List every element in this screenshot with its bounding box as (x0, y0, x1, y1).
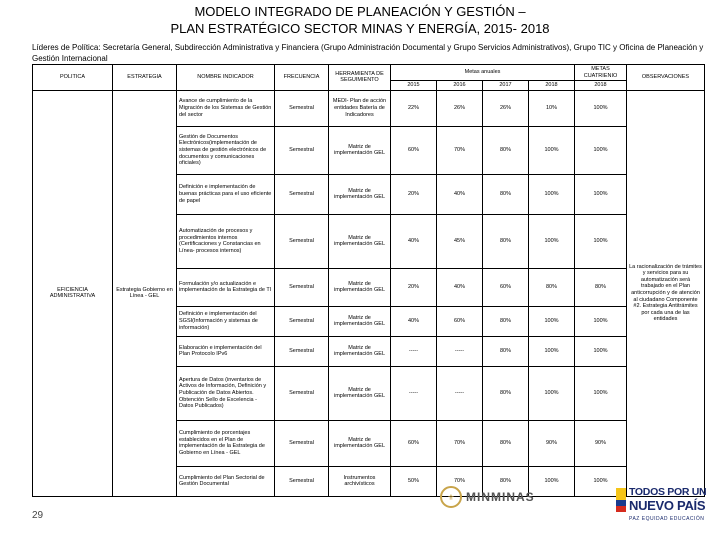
meta-cell: 20% (391, 268, 437, 306)
indicador-cell: Definición e implementación del SGSI(Información y sistemas de información) (177, 306, 275, 336)
header-year: 2016 (437, 81, 483, 91)
herramienta-cell: Matriz de implementación GEL (329, 214, 391, 268)
meta-cell: ----- (437, 336, 483, 366)
indicador-cell: Cumplimiento del Plan Sectorial de Gestión Documental (177, 466, 275, 496)
indicador-cell: Apertura de Datos (inventarios de Activos de Información, Definición y Publicación de Datos Abiertos. Obtención Sello de Excelencia - Datos Publicados) (177, 366, 275, 420)
indicador-cell: Automatización de procesos y procedimientos internos (Certificaciones y Constancias en Línea- procesos internos) (177, 214, 275, 268)
meta-cell: 70% (437, 126, 483, 174)
meta-cell: 90% (529, 420, 575, 466)
header-year: 2018 (529, 81, 575, 91)
meta-cell: 80% (483, 174, 529, 214)
herramienta-cell: Instrumentos archivísticos (329, 466, 391, 496)
meta-cell: 40% (437, 174, 483, 214)
frecuencia-cell: Semestral (275, 126, 329, 174)
herramienta-cell: Matriz de implementación GEL (329, 366, 391, 420)
meta-cell: 60% (391, 420, 437, 466)
meta-cell: 80% (483, 466, 529, 496)
header-year: 2015 (391, 81, 437, 91)
title-line-2: PLAN ESTRATÉGICO SECTOR MINAS Y ENERGÍA, 2015- 2018 (170, 21, 550, 36)
meta-cell: 26% (437, 90, 483, 126)
header-cuatrienio-year: 2018 (575, 81, 627, 91)
estrategia-cell: Estrategia Gobierno en Línea - GEL (113, 90, 177, 496)
frecuencia-cell: Semestral (275, 466, 329, 496)
header-observaciones: OBSERVACIONES (627, 65, 705, 91)
herramienta-cell: Matriz de implementación GEL (329, 174, 391, 214)
meta-cell: 60% (391, 126, 437, 174)
header-year: 2017 (483, 81, 529, 91)
cuatrienio-cell: 100% (575, 466, 627, 496)
meta-cell: 10% (529, 90, 575, 126)
header-estrategia: ESTRATEGIA (113, 65, 177, 91)
frecuencia-cell: Semestral (275, 366, 329, 420)
cuatrienio-cell: 100% (575, 214, 627, 268)
meta-cell: 80% (483, 366, 529, 420)
logo-line-2: NUEVO PAÍS (629, 498, 706, 513)
title-line-1: MODELO INTEGRADO DE PLANEACIÓN Y GESTIÓN – (194, 4, 526, 19)
header-metas-anuales: Metas anuales (391, 65, 575, 81)
meta-cell: 100% (529, 306, 575, 336)
meta-cell: 100% (529, 174, 575, 214)
meta-cell: ----- (391, 336, 437, 366)
minminas-logo (440, 486, 535, 508)
meta-cell: 70% (437, 420, 483, 466)
cuatrienio-cell: 100% (575, 174, 627, 214)
meta-cell: ----- (437, 366, 483, 420)
meta-cell: 70% (437, 466, 483, 496)
frecuencia-cell: Semestral (275, 420, 329, 466)
meta-cell: 80% (483, 214, 529, 268)
herramienta-cell: Matriz de implementación GEL (329, 420, 391, 466)
header-frecuencia: FRECUENCIA (275, 65, 329, 91)
header-metas-cuatrienio: METAS CUATRIENIO (575, 65, 627, 81)
meta-cell: 80% (483, 336, 529, 366)
frecuencia-cell: Semestral (275, 90, 329, 126)
indicador-cell: Definición e implementación de buenas prácticas para el uso eficiente de papel (177, 174, 275, 214)
meta-cell: 50% (391, 466, 437, 496)
meta-cell: 100% (529, 214, 575, 268)
frecuencia-cell: Semestral (275, 214, 329, 268)
herramienta-cell: Matriz de implementación GEL (329, 306, 391, 336)
observaciones-cell: La racionalización de trámites y servicios para su automatización será trabajado en el Plan anticorrupción y de atención al ciudadano Componente #2. Estrategia Antitrámites por cada una de las entidades (627, 90, 705, 496)
cuatrienio-cell: 100% (575, 336, 627, 366)
policy-leaders: Líderes de Política: Secretaría General, Subdirección Administrativa y Financiera (Grupo Administración Documental y Grupo Servicios Administrativos), Grupo TIC y Oficina de Planeación y Gestión Internacional (32, 43, 704, 63)
meta-cell: 80% (529, 268, 575, 306)
cuatrienio-cell: 100% (575, 90, 627, 126)
indicador-cell: Gestión de Documentos Electrónicos(implementación de sistemas de gestión electrónicos de documentos y comunicaciones oficiales) (177, 126, 275, 174)
cuatrienio-cell: 100% (575, 306, 627, 336)
page-number: 29 (32, 510, 44, 521)
indicador-cell: Avance de cumplimiento de la Migración de los Sistemas de Gestión del sector (177, 90, 275, 126)
frecuencia-cell: Semestral (275, 268, 329, 306)
herramienta-cell: MEDI- Plan de acción entidades Batería de Indicadores (329, 90, 391, 126)
header-herramienta: HERRAMIENTA DE SEGUIMIENTO (329, 65, 391, 91)
header-politica: POLITICA (33, 65, 113, 91)
logo-line-1: TODOS POR UN (629, 486, 707, 498)
meta-cell: 22% (391, 90, 437, 126)
meta-cell: 80% (483, 306, 529, 336)
meta-cell: 20% (391, 174, 437, 214)
seal-icon: ⚜ (440, 486, 462, 508)
frecuencia-cell: Semestral (275, 174, 329, 214)
meta-cell: ----- (391, 366, 437, 420)
meta-cell: 100% (529, 126, 575, 174)
meta-cell: 40% (391, 306, 437, 336)
indicador-cell: Formulación y/o actualización e implementación de la Estrategia de TI (177, 268, 275, 306)
indicador-cell: Elaboración e implementación del Plan Protocolo IPv6 (177, 336, 275, 366)
meta-cell: 100% (529, 366, 575, 420)
cuatrienio-cell: 80% (575, 268, 627, 306)
meta-cell: 60% (483, 268, 529, 306)
meta-cell: 60% (437, 306, 483, 336)
meta-cell: 26% (483, 90, 529, 126)
indicador-cell: Cumplimiento de porcentajes establecidos en el Plan de implementación de la Estrategia de Gobierno en Línea - GEL (177, 420, 275, 466)
meta-cell: 80% (483, 420, 529, 466)
meta-cell: 80% (483, 126, 529, 174)
frecuencia-cell: Semestral (275, 336, 329, 366)
header-indicador: NOMBRE INDICADOR (177, 65, 275, 91)
meta-cell: 100% (529, 336, 575, 366)
cuatrienio-cell: 100% (575, 366, 627, 420)
herramienta-cell: Matriz de implementación GEL (329, 268, 391, 306)
meta-cell: 100% (529, 466, 575, 496)
cuatrienio-cell: 90% (575, 420, 627, 466)
herramienta-cell: Matriz de implementación GEL (329, 336, 391, 366)
politica-cell: EFICIENCIA ADMINISTRATIVA (33, 90, 113, 496)
cuatrienio-cell: 100% (575, 126, 627, 174)
meta-cell: 45% (437, 214, 483, 268)
logo-line-3: PAZ EQUIDAD EDUCACIÓN (629, 516, 705, 522)
herramienta-cell: Matriz de implementación GEL (329, 126, 391, 174)
meta-cell: 40% (437, 268, 483, 306)
plan-table (32, 64, 705, 497)
table-row (33, 90, 705, 126)
minminas-wordmark: MINMINAS (466, 490, 535, 504)
meta-cell: 40% (391, 214, 437, 268)
colombia-flag-icon (616, 488, 626, 512)
frecuencia-cell: Semestral (275, 306, 329, 336)
